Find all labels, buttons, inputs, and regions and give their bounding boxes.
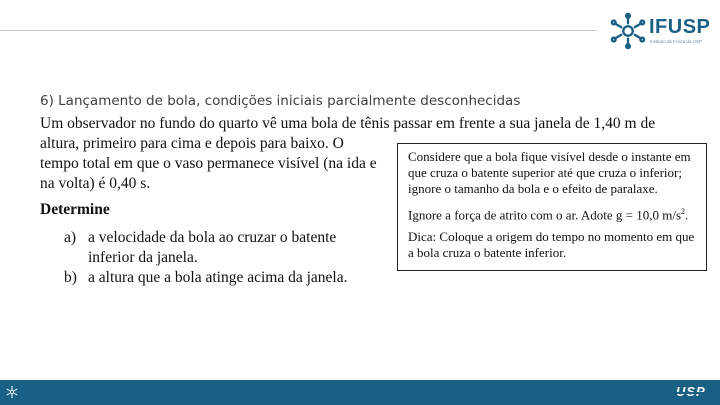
hint-gravity-end: . xyxy=(685,207,689,223)
ifusp-mark-icon xyxy=(5,385,19,399)
hint-gravity-exponent: 2 xyxy=(681,207,686,216)
logo-text: IFUSP xyxy=(649,16,711,38)
header-divider xyxy=(0,30,597,31)
usp-logo-stripe xyxy=(676,392,706,394)
ifusp-logo-icon xyxy=(609,12,647,50)
ifusp-logo xyxy=(609,12,709,52)
problem-statement-line1: Um observador no fundo do quarto vê uma bola de tênis passar em frente a sua janela de 1,40 m de xyxy=(40,115,656,132)
problem-statement: altura, primeiro para cima e depois para baixo. O tempo total em que o vaso permanece visível (na ida e na volta) é 0,40 s. xyxy=(40,135,377,192)
logo-subtitle: Instituto de Física da USP xyxy=(650,39,703,44)
determine-heading: Determine xyxy=(40,201,110,218)
task-text: a velocidade da bola ao cruzar o batente inferior da janela. xyxy=(88,229,337,266)
hint-gravity xyxy=(408,204,696,223)
task-list xyxy=(64,228,384,288)
hint-paragraph: Considere que a bola fique visível desde o instante em que cruza o batente superior até que cruza o inferior; ignore o tamanho da bola e o efeito de paralaxe. xyxy=(408,149,691,196)
hint-box xyxy=(397,143,707,271)
hint-gravity-text: Ignore a força de atrito com o ar. Adote g = 10,0 m/s xyxy=(408,207,682,223)
hint-tip: Dica: Coloque a origem do tempo no momento em que a bola cruza o batente inferior. xyxy=(408,229,695,261)
task-letter: a) xyxy=(64,229,77,246)
slide-title: 6) Lançamento de bola, condições iniciais parcialmente desconhecidas xyxy=(40,93,521,109)
task-item xyxy=(64,268,384,288)
task-item xyxy=(64,228,384,268)
task-letter: b) xyxy=(64,269,77,286)
footer-bar xyxy=(0,380,720,405)
task-text: a altura que a bola atinge acima da janela. xyxy=(88,269,348,286)
usp-logo-icon xyxy=(676,384,706,399)
